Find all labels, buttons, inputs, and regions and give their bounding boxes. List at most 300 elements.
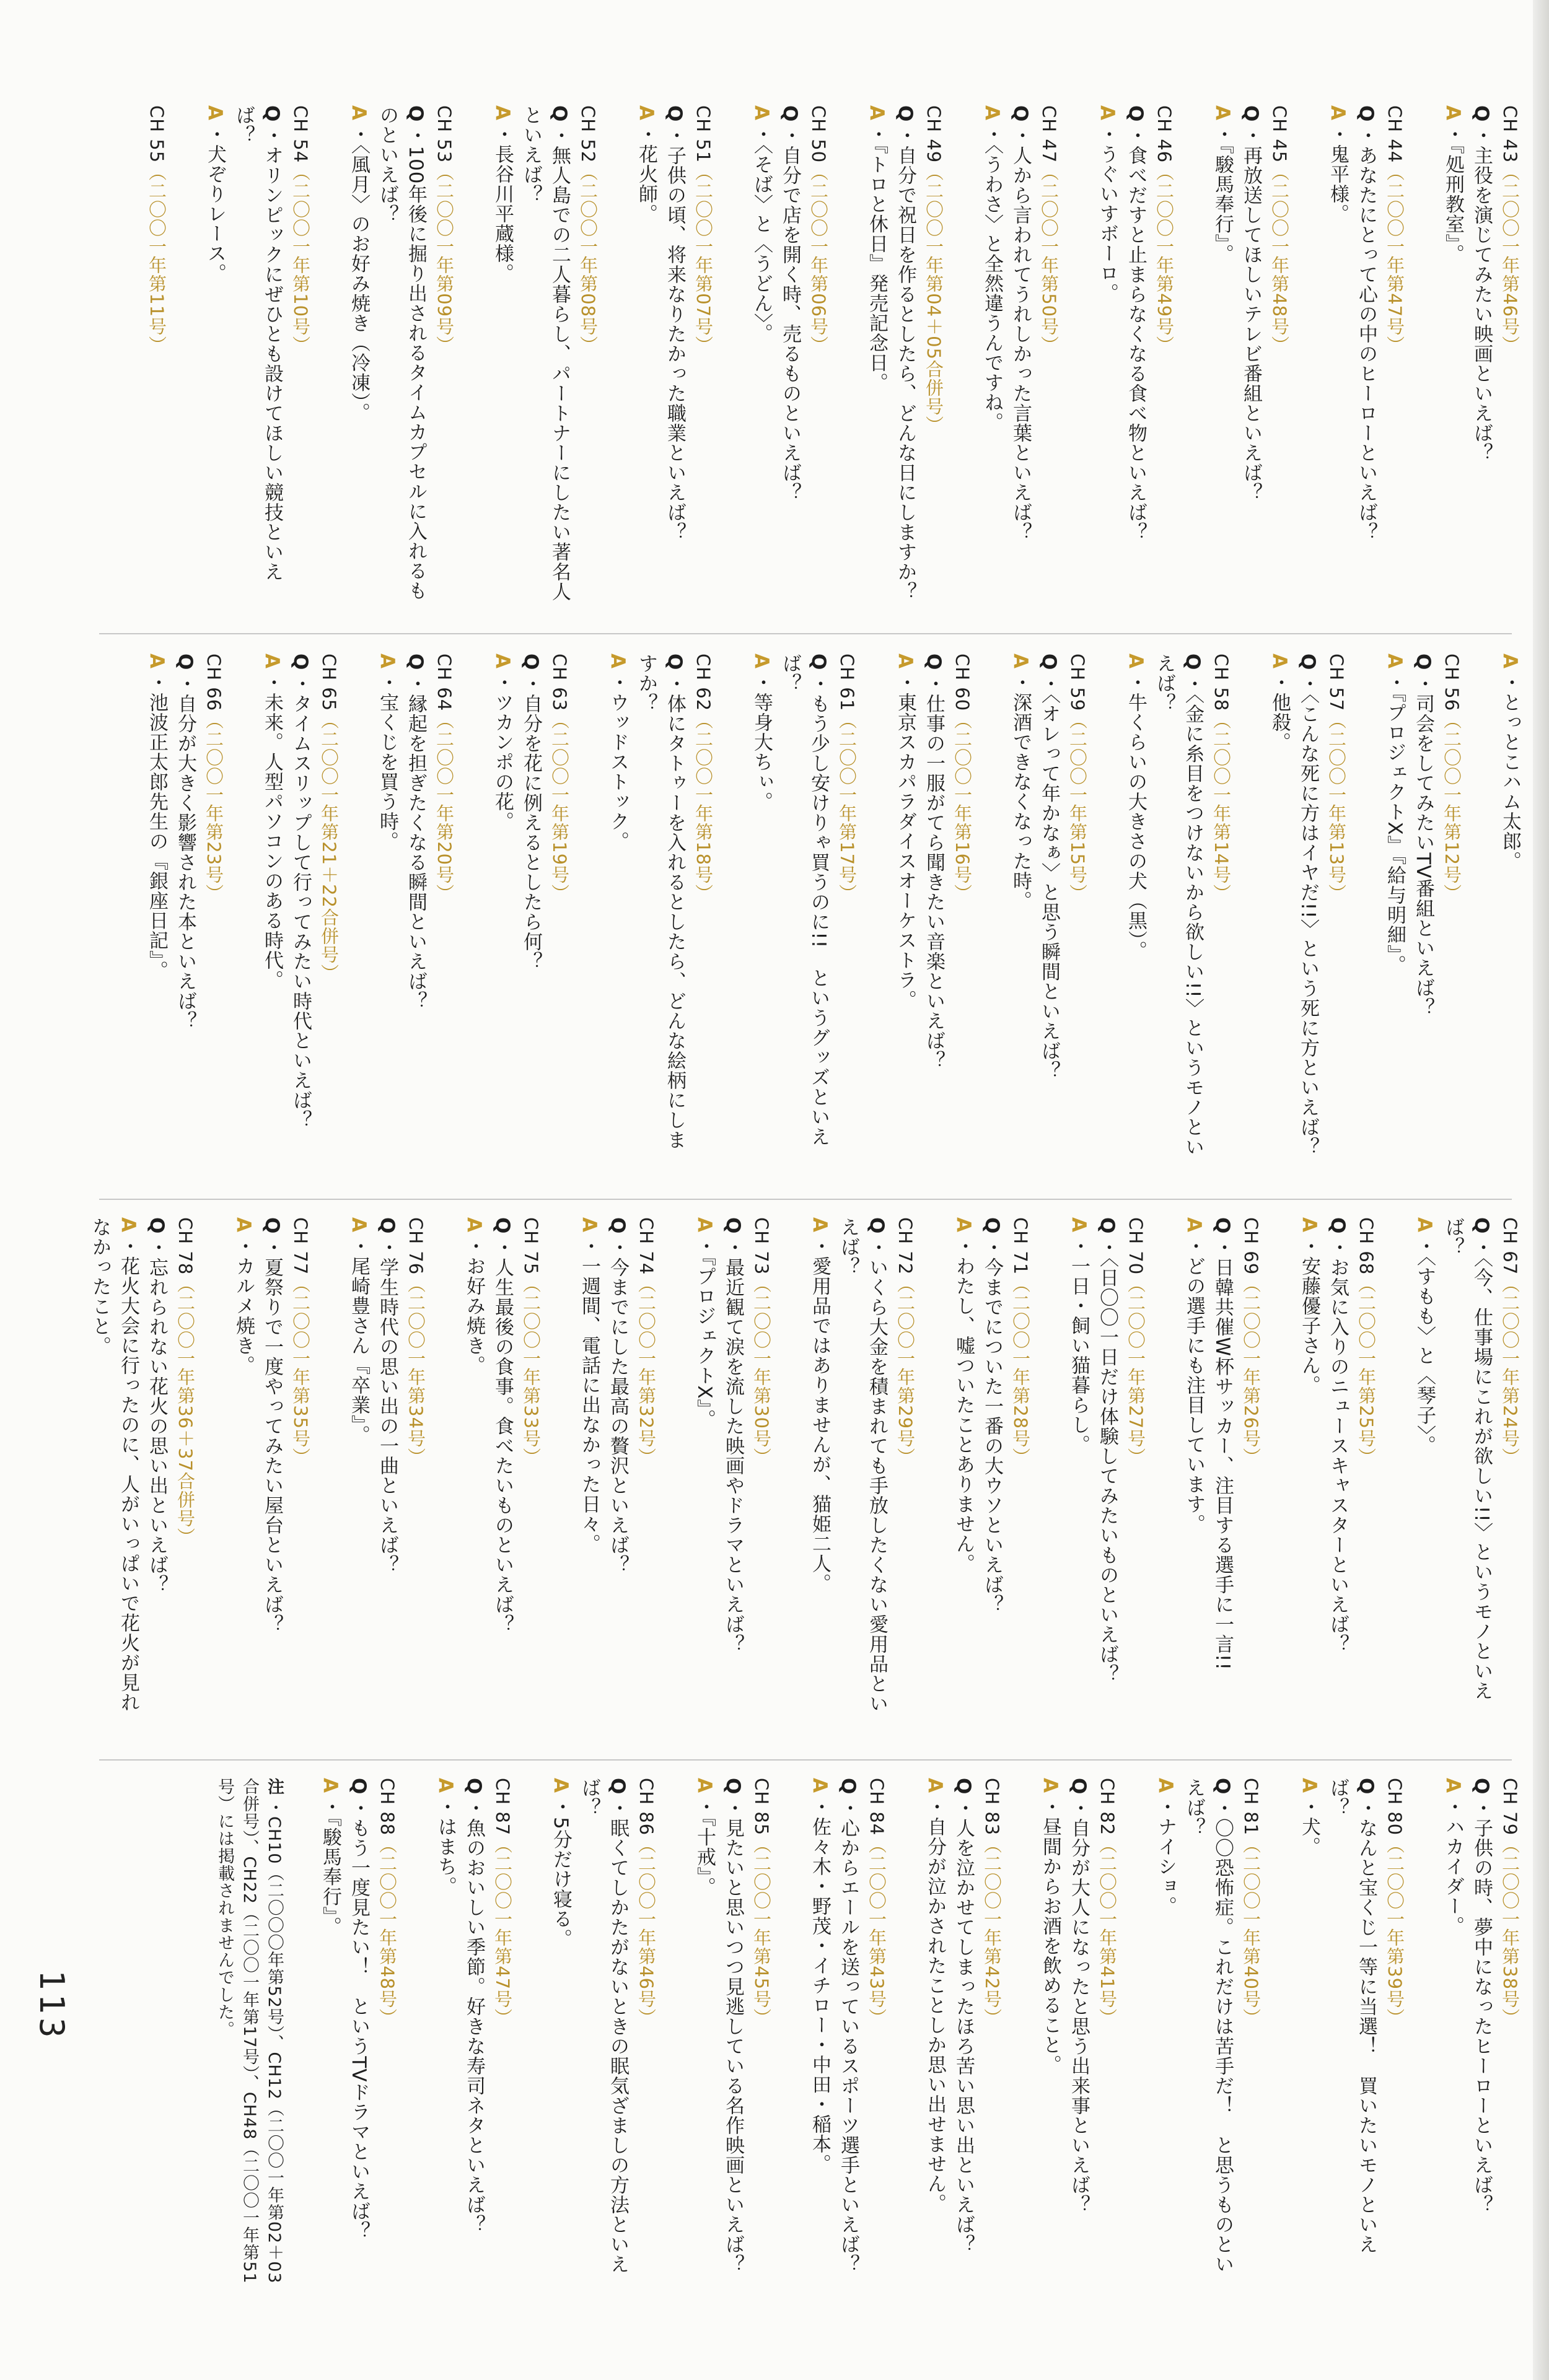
footnote <box>212 1778 286 2311</box>
answer-text <box>488 654 517 831</box>
qa-entry <box>921 1778 1006 2311</box>
answer-text <box>690 1217 719 1429</box>
ch-number: CH 87 <box>492 1778 513 1836</box>
answer-body: ・長谷川平蔵様。 <box>491 125 514 283</box>
ch-number: CH 68 <box>1356 1217 1377 1275</box>
issue-line <box>1237 1778 1265 2027</box>
question-body: ・自分で店を開く時、売るものといえば？ <box>779 126 801 503</box>
entry-columns <box>93 654 1524 1186</box>
question-body: ・自分が大人になったと思う出来事といえば？ <box>1068 1798 1090 2215</box>
answer-body: ・昼間からお酒を飲めること。 <box>1039 1797 1061 2075</box>
answer-text <box>1265 654 1294 752</box>
question-body: ・日韓共催W杯サッカー、注目する選手に一言!! <box>1211 1238 1234 1671</box>
q-marker: Q <box>1096 1217 1118 1235</box>
issue-line <box>978 1778 1006 2027</box>
ch-number: CH 67 <box>1499 1217 1520 1275</box>
question-text <box>1006 105 1035 542</box>
q-marker: Q <box>1412 654 1434 671</box>
answer-text <box>373 654 402 851</box>
qa-entry <box>805 1778 891 2311</box>
issue-label: （二〇〇一年第17号） <box>836 711 858 903</box>
question-body: ・今までにした最高の贅沢といえば？ <box>607 1238 629 1575</box>
answer-body: ・一日・飼い猫暮らし。 <box>1068 1236 1090 1455</box>
q-marker: Q <box>1355 1778 1377 1795</box>
a-marker: A <box>1327 105 1349 121</box>
a-marker: A <box>434 1778 457 1793</box>
issue-line <box>1237 1217 1265 1466</box>
answer-text <box>201 105 229 283</box>
issue-line <box>689 654 717 903</box>
qa-entry <box>805 1217 919 1750</box>
issue-label: （二〇〇一年第43号） <box>866 1835 887 2028</box>
ch-number: CH 76 <box>405 1217 426 1275</box>
issue-label: （二〇〇一年第42号） <box>981 1835 1003 2028</box>
issue-label: （二〇〇一年第12号） <box>1441 711 1462 903</box>
question-body: ・あなたにとって心の中のヒーローといえば？ <box>1355 126 1377 543</box>
q-marker: Q <box>1009 105 1032 123</box>
a-marker: A <box>809 1778 831 1793</box>
q-marker: Q <box>1470 1778 1493 1795</box>
question-body: ・〈今、仕事場にこれが欲しい!!〉というモノといえば？ <box>1442 1217 1493 1701</box>
answer-body: ・花火大会に行ったのに、人がいっぱいで花火が見れなかったこと。 <box>89 1217 139 1712</box>
answer-text <box>86 1217 143 1731</box>
question-body: ・もう一度見たい！ というTVドラマといえば？ <box>348 1798 370 2241</box>
q-marker: Q <box>837 1778 859 1795</box>
a-marker: A <box>578 1217 600 1233</box>
question-text <box>1035 654 1063 1081</box>
answer-text <box>1036 1778 1064 2075</box>
answer-body: ・等身大ちぃ。 <box>750 673 773 812</box>
q-marker: Q <box>722 1778 744 1795</box>
answer-body: ・尾崎豊さん『卒業』。 <box>348 1236 370 1445</box>
issue-line <box>545 654 574 903</box>
q-marker: Q <box>405 105 427 123</box>
answer-text <box>690 1778 719 1897</box>
question-text <box>919 654 948 1070</box>
issue-label: （二〇〇一年第25号） <box>1356 1275 1377 1467</box>
answer-body: ・とっとこハム太郎。 <box>1499 673 1521 871</box>
qa-entry <box>1265 654 1351 1186</box>
q-marker: Q <box>952 1778 975 1795</box>
question-body: ・再放送してほしいテレビ番組といえば？ <box>1240 126 1262 503</box>
answer-text <box>488 105 517 283</box>
a-marker: A <box>693 1217 716 1233</box>
issue-label: （二〇〇一年第46号） <box>636 1835 657 2028</box>
a-marker: A <box>1268 654 1291 669</box>
a-marker: A <box>1442 105 1464 121</box>
answer-text <box>546 1778 575 1949</box>
q-marker: Q <box>491 1217 514 1235</box>
question-text <box>1180 1778 1237 2292</box>
qa-entry <box>690 1778 776 2311</box>
question-body: ・人から言われてうれしかった言葉といえば？ <box>1009 126 1032 543</box>
issue-label: （二〇〇一年第06号） <box>808 163 829 355</box>
q-marker: Q <box>261 1217 283 1235</box>
a-marker: A <box>952 1217 975 1233</box>
qa-entry <box>603 654 717 1186</box>
a-marker: A <box>146 654 168 669</box>
issue-line <box>689 105 717 354</box>
question-text <box>1121 105 1150 542</box>
qa-entry <box>344 105 459 619</box>
qa-entry <box>373 654 459 1186</box>
answer-text <box>1064 1217 1093 1455</box>
issue-label: （二〇〇一年第24号） <box>1499 1275 1520 1467</box>
question-text <box>517 105 574 619</box>
issue-label: （二〇〇一年第26号） <box>1240 1275 1262 1467</box>
answer-text <box>431 1778 460 1896</box>
a-marker: A <box>750 105 773 121</box>
answer-body: ・深酒できなくなった時。 <box>1009 673 1032 911</box>
question-body: ・魚のおいしい季節。好きな寿司ネタといえば？ <box>463 1798 485 2235</box>
q-marker: Q <box>1327 1217 1349 1235</box>
q-marker: Q <box>1211 1778 1234 1795</box>
footnote-body: ・CH10（二〇〇〇年第52号）、CH12（二〇〇一年第02＋03合併号）、CH22（二〇〇一年第17号）、CH48（二〇〇一年第51号）には掲載されませんでした。 <box>215 1778 284 2284</box>
answer-text <box>949 1217 978 1573</box>
ch-number: CH 60 <box>952 654 973 712</box>
qa-entry <box>316 1778 402 2311</box>
question-text <box>719 1778 747 2274</box>
question-body: ・〈日〇〇一日だけ体験してみたいものといえば？ <box>1096 1238 1118 1684</box>
answer-text <box>1295 1217 1323 1395</box>
question-text <box>1208 1217 1237 1671</box>
issue-label: （二〇〇一年第23号） <box>203 711 224 903</box>
issue-line <box>1121 1217 1150 1466</box>
question-body: ・〇〇恐怖症。これだけは苦手だ！ と思うものといえば？ <box>1183 1778 1234 2275</box>
ch-number: CH 43 <box>1499 105 1520 164</box>
qa-entry <box>143 654 228 1186</box>
question-text <box>1093 1217 1121 1684</box>
qa-entry <box>1439 105 1524 619</box>
answer-text <box>921 1778 949 2213</box>
ch-number: CH 71 <box>1010 1217 1031 1275</box>
q-marker: Q <box>376 1217 398 1235</box>
answer-body: ・自分が泣かされたことしか思い出せません。 <box>924 1797 946 2213</box>
ch-number: CH 52 <box>577 105 599 164</box>
issue-line <box>517 1217 545 1466</box>
answer-text <box>316 1778 344 1936</box>
answer-body: ・『駿馬奉行』。 <box>319 1797 341 1936</box>
question-body: ・もう少し安けりゃ買うのに!! というグッズといえば？ <box>779 654 830 1147</box>
issue-line <box>1437 654 1466 903</box>
q-marker: Q <box>289 654 312 671</box>
issue-line <box>1207 654 1235 903</box>
issue-line <box>804 105 833 354</box>
ch-number: CH 45 <box>1269 105 1290 164</box>
a-marker: A <box>1298 1778 1320 1793</box>
question-text <box>229 105 286 619</box>
q-marker: Q <box>779 105 801 123</box>
issue-label: （二〇〇一年第21＋22合併号） <box>318 711 340 982</box>
question-body: ・忘れられない花火の思い出といえば？ <box>146 1238 168 1595</box>
qa-entry <box>86 1217 200 1750</box>
answer-text <box>805 1217 834 1593</box>
question-text <box>460 1778 488 2234</box>
a-marker: A <box>1183 1217 1205 1233</box>
issue-label: （二〇〇一年第38号） <box>1499 1835 1520 2028</box>
qa-entry <box>1410 1217 1524 1750</box>
question-text <box>1064 1778 1093 2215</box>
question-body: ・子供の時、夢中になったヒーローといえば？ <box>1470 1798 1493 2215</box>
issue-label: （二〇〇一年第04＋05合併号） <box>923 163 944 434</box>
question-text <box>1467 1778 1496 2215</box>
issue-label: （二〇〇一年第29号） <box>895 1275 916 1467</box>
q-marker: Q <box>923 654 945 671</box>
issue-line <box>286 1217 315 1466</box>
qa-entry <box>229 1217 315 1750</box>
issue-label: （二〇〇一年第45号） <box>751 1835 772 2028</box>
ch-number: CH 80 <box>1384 1778 1405 1836</box>
answer-body: ・一週間、電話に出なかった日々。 <box>578 1236 600 1554</box>
qa-entry <box>1208 105 1294 619</box>
answer-body: ・〈うわさ〉と全然違うんですね。 <box>981 125 1003 432</box>
answer-body: ・『処刑教室』。 <box>1442 125 1464 264</box>
answer-text <box>1006 654 1035 911</box>
question-text <box>1237 105 1265 502</box>
answer-text <box>1180 1217 1208 1534</box>
a-marker: A <box>348 1217 370 1233</box>
question-text <box>1323 1778 1380 2292</box>
issue-line <box>430 654 459 903</box>
qa-entry <box>546 1778 660 2311</box>
answer-body: ・ハカイダー。 <box>1442 1797 1464 1936</box>
q-marker: Q <box>146 1217 168 1235</box>
question-text <box>402 654 430 1011</box>
answer-body: ・鬼平様。 <box>1327 125 1349 224</box>
issue-line <box>1265 105 1294 354</box>
issue-line <box>632 1217 660 1466</box>
issue-label: （二〇〇一年第28号） <box>1010 1275 1031 1467</box>
qa-entry <box>690 1217 776 1750</box>
ch-number: CH 66 <box>203 654 224 712</box>
issue-line <box>315 654 343 982</box>
q-marker: Q <box>807 654 830 671</box>
ch-number: CH 83 <box>981 1778 1003 1836</box>
answer-body: ・花火師。 <box>635 125 657 224</box>
a-marker: A <box>491 105 514 121</box>
issue-label: （二〇〇一年第47号） <box>492 1835 513 2028</box>
question-text <box>143 1217 171 1595</box>
ch-number: CH 82 <box>1097 1778 1118 1836</box>
footnote-label: 注 <box>265 1778 284 1795</box>
question-body: ・〈金に糸目をつけないから欲しい!!〉というモノといえば？ <box>1153 654 1204 1157</box>
ch-number: CH 56 <box>1441 654 1462 712</box>
q-marker: Q <box>664 105 686 123</box>
ch-number: CH 72 <box>895 1217 916 1275</box>
answer-body: ・犬。 <box>1298 1797 1320 1857</box>
answer-body: ・牛くらいの大きさの犬（黒）。 <box>1125 673 1147 961</box>
q-marker: Q <box>348 1778 370 1795</box>
answer-text <box>747 105 776 343</box>
qa-entry <box>747 105 833 619</box>
q-marker: Q <box>261 105 283 123</box>
issue-label: （二〇〇一年第32号） <box>636 1275 657 1467</box>
issue-label: （二〇〇一年第07号） <box>693 163 714 355</box>
answer-text <box>258 654 286 990</box>
answer-body: ・5分だけ寝る。 <box>550 1797 572 1949</box>
issue-line <box>143 105 171 354</box>
issue-line <box>1150 105 1178 354</box>
answer-text <box>344 1217 373 1445</box>
issue-label: （二〇〇一年第08号） <box>577 163 599 355</box>
ch-number: CH 57 <box>1326 654 1347 712</box>
answer-text <box>1295 1778 1323 1857</box>
q-marker: Q <box>1297 654 1319 671</box>
question-text <box>373 105 430 619</box>
answer-text <box>1439 105 1467 264</box>
answer-text <box>143 654 171 981</box>
qa-entry <box>1496 654 1524 1186</box>
question-text <box>1323 1217 1352 1654</box>
ch-number: CH 47 <box>1038 105 1060 164</box>
issue-line <box>1006 1217 1035 1466</box>
ch-number: CH 59 <box>1067 654 1088 712</box>
ch-number: CH 88 <box>377 1778 398 1836</box>
q-marker: Q <box>1355 105 1377 123</box>
qa-entry <box>460 1217 545 1750</box>
question-body: ・眠くてしかたがないときの眠気ざましの方法といえば？ <box>578 1778 629 2275</box>
qa-entry <box>632 105 717 619</box>
qa-entry <box>1180 1217 1265 1750</box>
issue-label: （二〇〇一年第19号） <box>549 711 570 903</box>
answer-body: ・どの選手にも注目しています。 <box>1183 1236 1205 1534</box>
q-marker: Q <box>664 654 686 671</box>
issue-label: （二〇〇一年第18号） <box>693 711 714 903</box>
entry-columns <box>89 1217 1524 1750</box>
answer-body: ・お好み焼き。 <box>463 1236 485 1375</box>
answer-body: ・『プロジェクトX』。 <box>693 1236 716 1430</box>
answer-text <box>805 1778 834 2174</box>
question-text <box>1150 654 1207 1168</box>
divider-line <box>99 1759 1512 1761</box>
issue-label: （二〇〇一年第47号） <box>1384 163 1405 355</box>
question-text <box>1467 105 1496 463</box>
question-body: ・司会をしてみたいTV番組といえば？ <box>1412 674 1434 1018</box>
answer-text <box>632 105 660 224</box>
question-text <box>719 1217 747 1654</box>
issue-label: （二〇〇一年第30号） <box>751 1275 772 1467</box>
answer-body: ・他殺。 <box>1268 673 1291 752</box>
ch-number: CH 46 <box>1154 105 1175 164</box>
qa-entry <box>1006 654 1092 1186</box>
question-text <box>488 1217 517 1634</box>
ch-number: CH 84 <box>866 1778 887 1836</box>
ch-number: CH 51 <box>693 105 714 164</box>
question-body: ・自分が大きく影響された本といえば？ <box>174 674 196 1031</box>
question-text <box>1439 1217 1496 1731</box>
footnote-text <box>212 1778 286 2292</box>
ch-number: CH 55 <box>146 105 167 164</box>
issue-line <box>747 1217 776 1466</box>
ch-number: CH 77 <box>290 1217 311 1275</box>
answer-body: ・〈風月〉のお好み焼き（冷凍）。 <box>348 125 370 422</box>
question-text <box>978 1217 1006 1614</box>
qa-entry <box>1064 1217 1150 1750</box>
issue-line <box>430 105 459 354</box>
divider-line <box>99 1199 1512 1200</box>
answer-text <box>460 1217 488 1375</box>
a-marker: A <box>1499 654 1521 669</box>
issue-line <box>862 1778 891 2027</box>
answer-text <box>862 105 891 393</box>
answer-text <box>603 654 632 851</box>
question-body: ・学生時代の思い出の一曲といえば？ <box>376 1238 398 1575</box>
qa-entry <box>747 654 861 1186</box>
q-marker: Q <box>463 1778 485 1795</box>
answer-body: ・『トロと休日』発売記念日。 <box>866 125 888 393</box>
issue-label: （二〇〇一年第15号） <box>1067 711 1088 903</box>
ch-number: CH 75 <box>520 1217 542 1275</box>
issue-label: （二〇〇一年第11号） <box>146 163 167 355</box>
answer-text <box>1208 105 1237 264</box>
ch-number: CH 70 <box>1125 1217 1146 1275</box>
qa-entry <box>1439 1778 1524 2311</box>
qa-entry <box>949 1217 1035 1750</box>
issue-line <box>1380 105 1409 354</box>
qa-entry <box>201 105 315 619</box>
answer-text <box>1496 654 1524 871</box>
tier-4 <box>93 1778 1524 2311</box>
answer-body: ・佐々木・野茂・イチロー・中田・稲本。 <box>809 1797 831 2174</box>
issue-line <box>373 1778 402 2027</box>
issue-label: （二〇〇一年第13号） <box>1326 711 1347 903</box>
q-marker: Q <box>894 105 916 123</box>
ch-number: CH 86 <box>636 1778 657 1836</box>
question-text <box>344 1778 373 2241</box>
answer-body: ・〈そば〉と〈うどん〉。 <box>750 125 773 343</box>
question-text <box>776 105 804 502</box>
a-marker: A <box>924 1778 946 1793</box>
answer-body: ・カルメ焼き。 <box>232 1236 255 1375</box>
question-text <box>603 1217 632 1575</box>
question-text <box>834 1778 862 2274</box>
a-marker: A <box>607 654 629 669</box>
a-marker: A <box>981 105 1003 121</box>
issue-line <box>1352 1217 1380 1466</box>
ch-number: CH 50 <box>808 105 829 164</box>
issue-label: （二〇〇一年第39号） <box>1384 1835 1405 2028</box>
issue-line <box>286 105 315 354</box>
answer-body: ・池波正太郎先生の『銀座日記』。 <box>146 673 168 981</box>
ch-number: CH 64 <box>434 654 455 712</box>
question-body: ・主役を演じてみたい映画といえば？ <box>1470 126 1493 463</box>
issue-label: （二〇〇一年第50号） <box>1038 163 1060 355</box>
question-body: ・無人島での二人暮らし、パートナーにしたい著名人といえば？ <box>520 105 571 602</box>
q-marker: Q <box>1240 105 1262 123</box>
answer-text <box>891 654 919 1010</box>
a-marker: A <box>376 654 398 669</box>
a-marker: A <box>809 1217 831 1233</box>
answer-body: ・東京スカパラダイスオーケストラ。 <box>894 673 916 1010</box>
issue-line <box>402 1217 430 1466</box>
answer-body: ・ナイショ。 <box>1154 1797 1177 1916</box>
a-marker: A <box>1039 1778 1061 1793</box>
answer-body: ・『プロジェクトX』『給与明細』。 <box>1384 673 1406 975</box>
q-marker: Q <box>981 1217 1003 1235</box>
a-marker: A <box>750 654 773 669</box>
issue-line <box>948 654 976 903</box>
issue-line <box>488 1778 517 2027</box>
issue-label: （二〇〇一年第09号） <box>434 163 455 355</box>
answer-text <box>1439 1778 1467 1936</box>
answer-body: ・〈すもも〉と〈琴子〉。 <box>1413 1236 1436 1455</box>
question-body: ・タイムスリップして行ってみたい時代といえば？ <box>289 674 312 1131</box>
question-body: ・今までについた一番の大ウソといえば？ <box>981 1238 1003 1615</box>
answer-body: ・『十戒』。 <box>693 1797 716 1897</box>
issue-label: （二〇〇一年第36＋37合併号） <box>175 1275 196 1546</box>
question-text <box>517 654 545 971</box>
a-marker: A <box>894 654 916 669</box>
